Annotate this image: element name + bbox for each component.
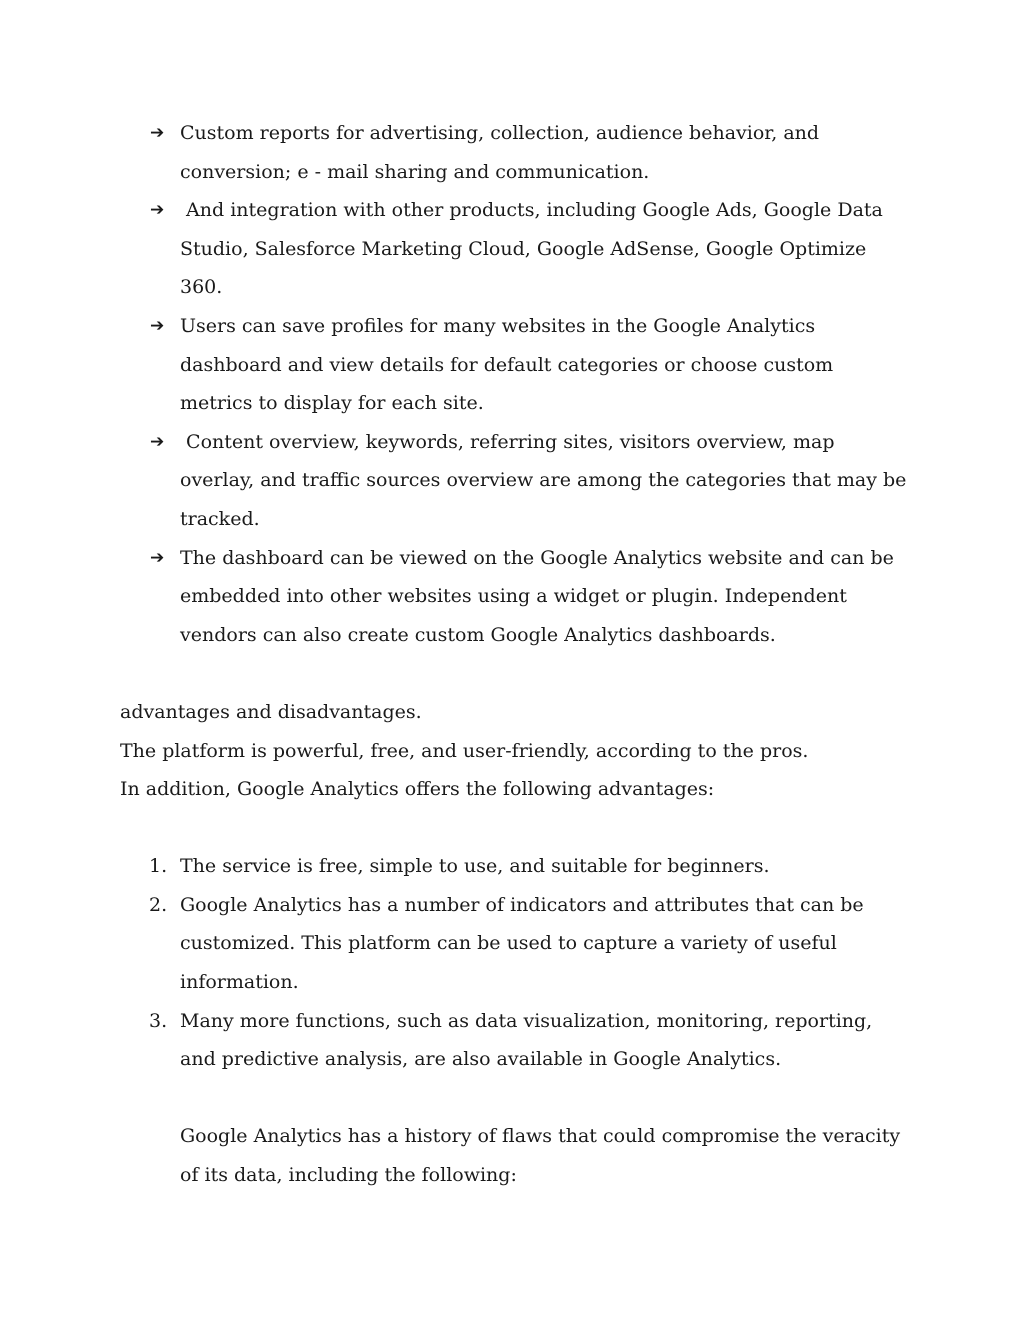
bullet-text: And integration with other products, including Google Ads, Google Data Studio, Salesforce Marketing Cloud, Google AdSense, Google Optimize 360. [180, 199, 889, 299]
feature-bullet-list [120, 114, 913, 654]
document-body [120, 114, 913, 1195]
list-item [120, 307, 910, 423]
bullet-text: Users can save profiles for many websites in the Google Analytics dashboard and view details for default categories or choose custom metrics to display for each site. [180, 314, 834, 415]
advantages-numbered-list [120, 847, 910, 1079]
list-item [120, 847, 910, 886]
list-number: 1. [149, 855, 168, 878]
list-item [120, 114, 910, 191]
arrow-bullet-icon: ➔ [150, 123, 165, 143]
arrow-bullet-icon: ➔ [150, 547, 165, 568]
arrow-bullet-icon: ➔ [150, 200, 165, 221]
advantage-text: Many more functions, such as data visualization, monitoring, reporting, and predictive analysis, are also available in Google Analytics. [180, 1009, 873, 1071]
advantage-text: The service is free, simple to use, and suitable for beginners. [180, 855, 770, 878]
bullet-text: Custom reports for advertising, collection, audience behavior, and conversion; e - mail sharing and communication. [180, 122, 820, 183]
list-number: 2. [149, 893, 168, 916]
list-item [120, 539, 910, 655]
intro-paragraph: In addition, Google Analytics offers the following advantages: [120, 778, 715, 801]
intro-paragraph: The platform is powerful, free, and user-friendly, according to the pros. [120, 739, 809, 762]
list-item [120, 423, 913, 539]
list-number: 3. [149, 1009, 168, 1032]
spacer [120, 1079, 910, 1118]
advantage-text: Google Analytics has a number of indicators and attributes that can be customized. This platform can be used to capture a variety of useful information. [180, 893, 864, 994]
list-item [120, 1002, 910, 1079]
spacer [120, 654, 910, 693]
closing-paragraph: Google Analytics has a history of flaws that could compromise the veracity of its data, including the following: [180, 1125, 901, 1187]
list-item [120, 886, 910, 1002]
bullet-text: The dashboard can be viewed on the Google Analytics website and can be embedded into other websites using a widget or plugin. Independent vendors can also create custom Google Analytics dashboards. [180, 546, 894, 646]
arrow-bullet-icon: ➔ [150, 431, 165, 452]
bullet-text: Content overview, keywords, referring sites, visitors overview, map overlay, and traffic sources overview are among the categories that may be tracked. [180, 430, 913, 530]
arrow-bullet-icon: ➔ [150, 315, 165, 336]
list-item [120, 191, 910, 307]
spacer [120, 809, 910, 848]
section-heading: advantages and disadvantages. [120, 700, 422, 723]
